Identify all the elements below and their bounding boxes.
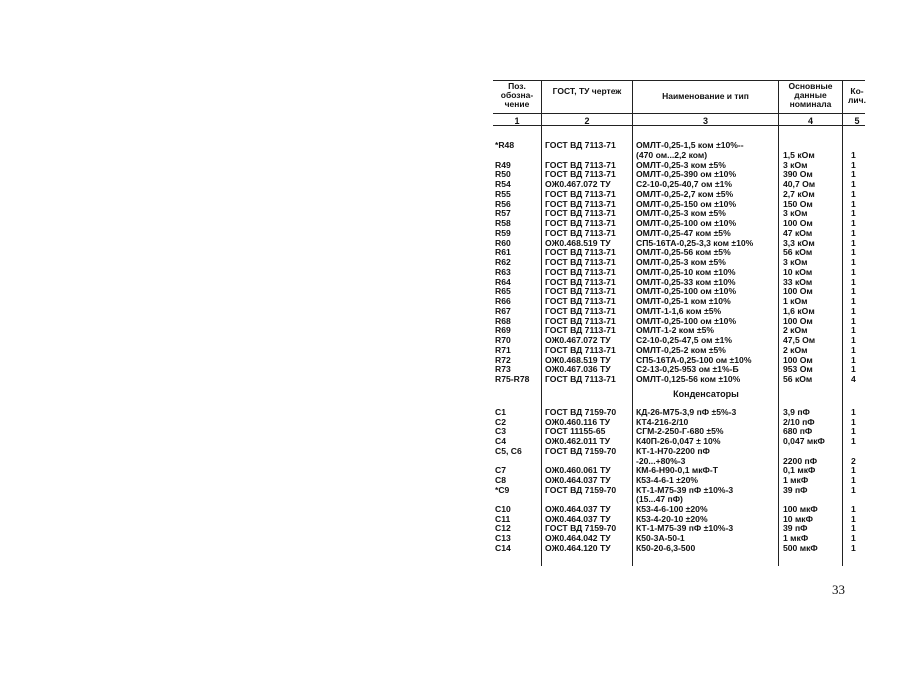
header-name-type: Наименование и тип [662, 91, 749, 101]
column-number: 1 [514, 116, 520, 126]
position-cell: R60 [495, 237, 511, 248]
parts-table [493, 80, 871, 566]
quantity-cell: 1 [851, 533, 856, 544]
table-row [493, 504, 871, 514]
header-rule [493, 113, 865, 114]
position-cell: C5, C6 [495, 445, 522, 456]
value-cell: 10 мкФ [783, 513, 813, 524]
quantity-cell: 1 [851, 344, 856, 355]
position-cell: R54 [495, 179, 511, 189]
table-row [493, 277, 871, 287]
position-cell: R56 [495, 198, 511, 209]
position-cell: R73 [495, 364, 511, 375]
table-row [493, 208, 871, 218]
gost-cell: ОЖ0.464.120 ТУ [545, 542, 611, 553]
position-cell: R75-R78 [495, 374, 530, 384]
gost-cell: ГОСТ ВД 7113-71 [545, 188, 616, 199]
table-row [493, 267, 871, 277]
position-cell: R69 [495, 325, 511, 336]
quantity-cell: 1 [851, 159, 856, 170]
gost-cell: ОЖ0.464.037 ТУ [545, 504, 611, 514]
position-cell: R57 [495, 208, 511, 219]
quantity-cell: 1 [851, 542, 856, 553]
value-cell: 2 кОм [783, 325, 808, 336]
gost-cell: ОЖ0.467.036 ТУ [545, 364, 611, 375]
name-type-cell: ОМЛТ-1-1,6 ком ±5% [636, 305, 722, 316]
table-row [493, 407, 871, 417]
gost-cell: ГОСТ ВД 7159-70 [545, 445, 617, 456]
gost-cell: ОЖ0.464.037 ТУ [545, 513, 611, 524]
header-position: Поз. обозна- чение [500, 81, 534, 109]
name-type-cell: КТ4-216-2/10 [636, 416, 689, 427]
quantity-cell: 1 [851, 465, 856, 476]
value-cell: 40,7 Ом [783, 179, 816, 189]
value-cell: 47,5 Ом [783, 335, 816, 345]
gost-cell: ГОСТ ВД 7113-71 [545, 266, 616, 277]
position-cell: R70 [495, 335, 511, 345]
position-cell: C8 [495, 474, 506, 485]
quantity-cell: 1 [851, 315, 856, 326]
name-type-cell: К50-20-6,3-500 [636, 542, 696, 553]
name-type-cell: СП5-16ТА-0,25-100 ом ±10% [636, 354, 752, 365]
gost-cell: ОЖ0.460.061 ТУ [545, 465, 611, 476]
quantity-cell: 1 [851, 354, 856, 365]
name-type-cell: ОМЛТ-0,25-390 ом ±10% [636, 169, 737, 180]
value-cell: 47 кОм [783, 227, 813, 238]
quantity-cell: 1 [851, 188, 856, 199]
gost-cell: ГОСТ ВД 7113-71 [545, 305, 616, 316]
table-row [493, 306, 871, 316]
table-row [493, 325, 871, 335]
position-cell: R59 [495, 227, 511, 238]
value-cell: 2200 пФ [783, 455, 818, 466]
table-row [493, 543, 871, 553]
quantity-cell: 1 [851, 208, 856, 219]
gost-cell: ГОСТ ВД 7113-71 [545, 325, 616, 336]
gost-cell: ГОСТ ВД 7113-71 [545, 286, 616, 297]
position-cell: R49 [495, 159, 511, 170]
name-type-cell: ОМЛТ-0,25-2 ком ±5% [636, 344, 726, 355]
value-cell: 10 кОм [783, 266, 813, 277]
quantity-cell: 1 [851, 247, 856, 258]
gost-cell: ГОСТ ВД 7113-71 [545, 159, 616, 170]
quantity-cell: 1 [851, 198, 856, 209]
position-cell: C3 [495, 426, 506, 437]
name-type-cell: ОМЛТ-0,25-1,5 ком ±10%-- [636, 140, 744, 150]
name-type-cell: СГМ-2-250-Г-680 ±5% [636, 426, 724, 437]
position-cell: C13 [495, 533, 511, 544]
position-cell: R72 [495, 354, 511, 365]
name-type-cell: ОМЛТ-0,25-100 ом ±10% [636, 286, 737, 297]
name-type-cell: КД-26-М75-3,9 пФ ±5%-3 [636, 407, 737, 417]
value-cell: 500 мкФ [783, 542, 818, 553]
value-cell: 2/10 пФ [783, 416, 815, 427]
position-cell: R62 [495, 257, 511, 267]
gost-cell: ГОСТ ВД 7113-71 [545, 140, 616, 150]
name-type-cell: (470 ом...2,2 ком) [636, 149, 708, 160]
table-row [493, 475, 871, 485]
quantity-cell: 1 [851, 237, 856, 248]
name-type-cell: ОМЛТ-0,25-47 ком ±5% [636, 227, 731, 238]
table-row [493, 199, 871, 209]
value-cell: 3,3 кОм [783, 237, 815, 248]
position-cell: C12 [495, 523, 511, 534]
gost-cell: ГОСТ ВД 7113-71 [545, 198, 616, 209]
gost-cell: ГОСТ ВД 7113-71 [545, 296, 616, 306]
quantity-cell: 1 [851, 407, 856, 417]
gost-cell: ГОСТ ВД 7159-70 [545, 523, 617, 534]
quantity-cell: 2 [851, 455, 856, 466]
name-type-cell: ОМЛТ-1-2 ком ±5% [636, 325, 714, 336]
gost-cell: ОЖ0.460.116 ТУ [545, 416, 611, 427]
gost-cell: ГОСТ ВД 7113-71 [545, 247, 616, 258]
table-row [493, 296, 871, 306]
name-type-cell: ОМЛТ-0,25-3 ком ±5% [636, 208, 726, 219]
header-gost: ГОСТ, ТУ чертеж [552, 86, 622, 96]
table-row [493, 218, 871, 228]
gost-cell: ГОСТ ВД 7113-71 [545, 315, 616, 326]
gost-cell: ГОСТ ВД 7113-71 [545, 276, 616, 287]
value-cell: 3 кОм [783, 257, 808, 267]
quantity-cell: 1 [851, 504, 856, 514]
gost-cell: ГОСТ ВД 7113-71 [545, 257, 616, 267]
value-cell: 150 Ом [783, 198, 813, 209]
name-type-cell: -20...+80%-3 [636, 455, 686, 466]
table-row [493, 316, 871, 326]
quantity-cell: 4 [851, 374, 856, 384]
section-title-capacitors: Конденсаторы [673, 389, 739, 399]
header-quantity: Ко- лич. [848, 86, 866, 105]
gost-cell: ГОСТ ВД 7113-71 [545, 344, 616, 355]
value-cell: 0,047 мкФ [783, 436, 825, 447]
value-cell: 3,9 пФ [783, 407, 810, 417]
position-cell: R65 [495, 286, 511, 297]
position-cell: R58 [495, 218, 511, 228]
gost-cell: ГОСТ ВД 7113-71 [545, 227, 616, 238]
value-cell: 100 мкФ [783, 504, 818, 514]
table-row [493, 446, 871, 456]
column-number: 4 [807, 116, 813, 126]
gost-cell: ГОСТ ВД 7159-70 [545, 484, 617, 495]
table-row [493, 494, 871, 504]
quantity-cell: 1 [851, 169, 856, 180]
table-row [493, 169, 871, 179]
page-number: 33 [832, 582, 845, 597]
table-row [493, 456, 871, 466]
gost-cell: ОЖ0.468.519 ТУ [545, 354, 611, 365]
table-row [493, 257, 871, 267]
name-type-cell: ОМЛТ-0,25-56 ком ±5% [636, 247, 731, 258]
value-cell: 1,5 кОм [783, 149, 815, 160]
position-cell: C4 [495, 436, 506, 447]
table-row [493, 514, 871, 524]
value-cell: 56 кОм [783, 374, 813, 384]
quantity-cell: 1 [851, 364, 856, 375]
table-row [493, 345, 871, 355]
value-cell: 680 пФ [783, 426, 813, 437]
value-cell: 953 Ом [783, 364, 813, 375]
name-type-cell: ОМЛТ-0,25-3 ком ±5% [636, 159, 726, 170]
quantity-cell: 1 [851, 276, 856, 287]
value-cell: 3 кОм [783, 208, 808, 219]
value-cell: 33 кОм [783, 276, 813, 287]
gost-cell: ОЖ0.468.519 ТУ [545, 237, 611, 248]
position-cell: R50 [495, 169, 511, 180]
position-cell: R71 [495, 344, 511, 355]
value-cell: 100 Ом [783, 354, 813, 365]
quantity-cell: 1 [851, 266, 856, 277]
table-row [493, 355, 871, 365]
name-type-cell: ОМЛТ-0,25-2,7 ком ±5% [636, 188, 734, 199]
quantity-cell: 1 [851, 484, 856, 495]
quantity-cell: 1 [851, 218, 856, 228]
value-cell: 100 Ом [783, 286, 813, 297]
name-type-cell: С2-10-0,25-47,5 ом ±1% [636, 335, 732, 345]
gost-cell: ГОСТ ВД 7113-71 [545, 208, 616, 219]
gost-cell: ОЖ0.464.037 ТУ [545, 474, 611, 485]
name-type-cell: ОМЛТ-0,25-100 ом ±10% [636, 315, 737, 326]
table-row [493, 465, 871, 475]
table-row [493, 374, 871, 384]
value-cell: 390 Ом [783, 169, 813, 180]
name-type-cell: КТ-1-Н70-2200 пФ [636, 445, 710, 456]
name-type-cell: ОМЛТ-0,25-100 ом ±10% [636, 218, 737, 228]
gost-cell: ГОСТ ВД 7113-71 [545, 374, 616, 384]
value-cell: 1,6 кОм [783, 305, 815, 316]
gost-cell: ГОСТ ВД 7113-71 [545, 169, 616, 180]
quantity-cell: 1 [851, 257, 856, 267]
position-cell: C2 [495, 416, 506, 427]
name-type-cell: К40П-26-0,047 ± 10% [636, 436, 721, 447]
name-type-cell: ОМЛТ-0,25-1 ком ±10% [636, 296, 731, 306]
table-row [493, 286, 871, 296]
name-type-cell: КТ-1-М75-39 пФ ±10%-3 [636, 523, 734, 534]
gost-cell: ГОСТ ВД 7113-71 [545, 218, 616, 228]
table-row [493, 436, 871, 446]
table-row [493, 140, 871, 150]
position-cell: C14 [495, 542, 511, 553]
table-row [493, 189, 871, 199]
quantity-cell: 1 [851, 227, 856, 238]
table-row [493, 417, 871, 427]
table-row [493, 335, 871, 345]
value-cell: 39 пФ [783, 523, 808, 534]
name-type-cell: КМ-6-Н90-0,1 мкФ-Т [636, 465, 718, 476]
name-type-cell: С2-13-0,25-953 ом ±1%-Б [636, 364, 739, 375]
value-cell: 0,1 мкФ [783, 465, 816, 476]
quantity-cell: 1 [851, 436, 856, 447]
name-type-cell: ОМЛТ-0,25-33 ком ±10% [636, 276, 736, 287]
name-type-cell: К53-4-6-100 ±20% [636, 504, 708, 514]
position-cell: R61 [495, 247, 511, 258]
name-type-cell: ОМЛТ-0,25-3 ком ±5% [636, 257, 726, 267]
position-cell: *C9 [495, 484, 510, 495]
position-cell: R63 [495, 266, 511, 277]
table-row [493, 426, 871, 436]
quantity-cell: 1 [851, 296, 856, 306]
value-cell: 1 кОм [783, 296, 808, 306]
value-cell: 1 мкФ [783, 533, 809, 544]
quantity-cell: 1 [851, 325, 856, 336]
table-row [493, 364, 871, 374]
position-cell: C10 [495, 504, 511, 514]
name-type-cell: (15...47 пФ) [636, 494, 683, 505]
quantity-cell: 1 [851, 179, 856, 189]
position-cell: R68 [495, 315, 511, 326]
position-cell: R66 [495, 296, 511, 306]
value-cell: 39 пФ [783, 484, 808, 495]
quantity-cell: 1 [851, 305, 856, 316]
position-cell: R64 [495, 276, 511, 287]
column-number: 5 [854, 116, 860, 126]
gost-cell: ГОСТ 11155-65 [545, 426, 606, 437]
position-cell: C1 [495, 407, 506, 417]
table-row [493, 228, 871, 238]
value-cell: 100 Ом [783, 315, 813, 326]
value-cell: 56 кОм [783, 247, 813, 258]
value-cell: 100 Ом [783, 218, 813, 228]
quantity-cell: 1 [851, 286, 856, 297]
name-type-cell: К50-3А-50-1 [636, 533, 685, 544]
name-type-cell: С2-10-0,25-40,7 ом ±1% [636, 179, 732, 189]
value-cell: 1 мкФ [783, 474, 809, 485]
position-cell: *R48 [495, 140, 515, 150]
value-cell: 2 кОм [783, 344, 808, 355]
quantity-cell: 1 [851, 335, 856, 345]
column-number: 3 [702, 116, 708, 126]
quantity-cell: 1 [851, 416, 856, 427]
name-type-cell: ОМЛТ-0,25-150 ом ±10% [636, 198, 737, 209]
name-type-cell: СП5-16ТА-0,25-3,3 ком ±10% [636, 237, 754, 248]
table-row [493, 238, 871, 248]
column-number: 2 [584, 116, 590, 126]
table-row [493, 533, 871, 543]
gost-cell: ОЖ0.467.072 ТУ [545, 335, 611, 345]
name-type-cell: К53-4-6-1 ±20% [636, 474, 699, 485]
gost-cell: ОЖ0.464.042 ТУ [545, 533, 611, 544]
name-type-cell: ОМЛТ-0,125-56 ком ±10% [636, 374, 741, 384]
gost-cell: ГОСТ ВД 7159-70 [545, 407, 617, 417]
gost-cell: ОЖ0.467.072 ТУ [545, 179, 611, 189]
name-type-cell: КТ-1-М75-39 пФ ±10%-3 [636, 484, 734, 495]
position-cell: R67 [495, 305, 511, 316]
table-row [493, 160, 871, 170]
name-type-cell: К53-4-20-10 ±20% [636, 513, 708, 524]
quantity-cell: 1 [851, 523, 856, 534]
header-main-data: Основные данные номинала [788, 81, 833, 109]
name-type-cell: ОМЛТ-0,25-10 ком ±10% [636, 266, 736, 277]
quantity-cell: 1 [851, 513, 856, 524]
value-cell: 2,7 кОм [783, 188, 815, 199]
table-row [493, 247, 871, 257]
value-cell: 3 кОм [783, 159, 808, 170]
quantity-cell: 1 [851, 149, 856, 160]
position-cell: C7 [495, 465, 506, 476]
position-cell: R55 [495, 188, 511, 199]
quantity-cell: 1 [851, 474, 856, 485]
gost-cell: ОЖ0.462.011 ТУ [545, 436, 611, 447]
table-row [493, 150, 871, 160]
position-cell: C11 [495, 513, 511, 524]
quantity-cell: 1 [851, 426, 856, 437]
table-row [493, 523, 871, 533]
table-row [493, 485, 871, 495]
table-row [493, 179, 871, 189]
